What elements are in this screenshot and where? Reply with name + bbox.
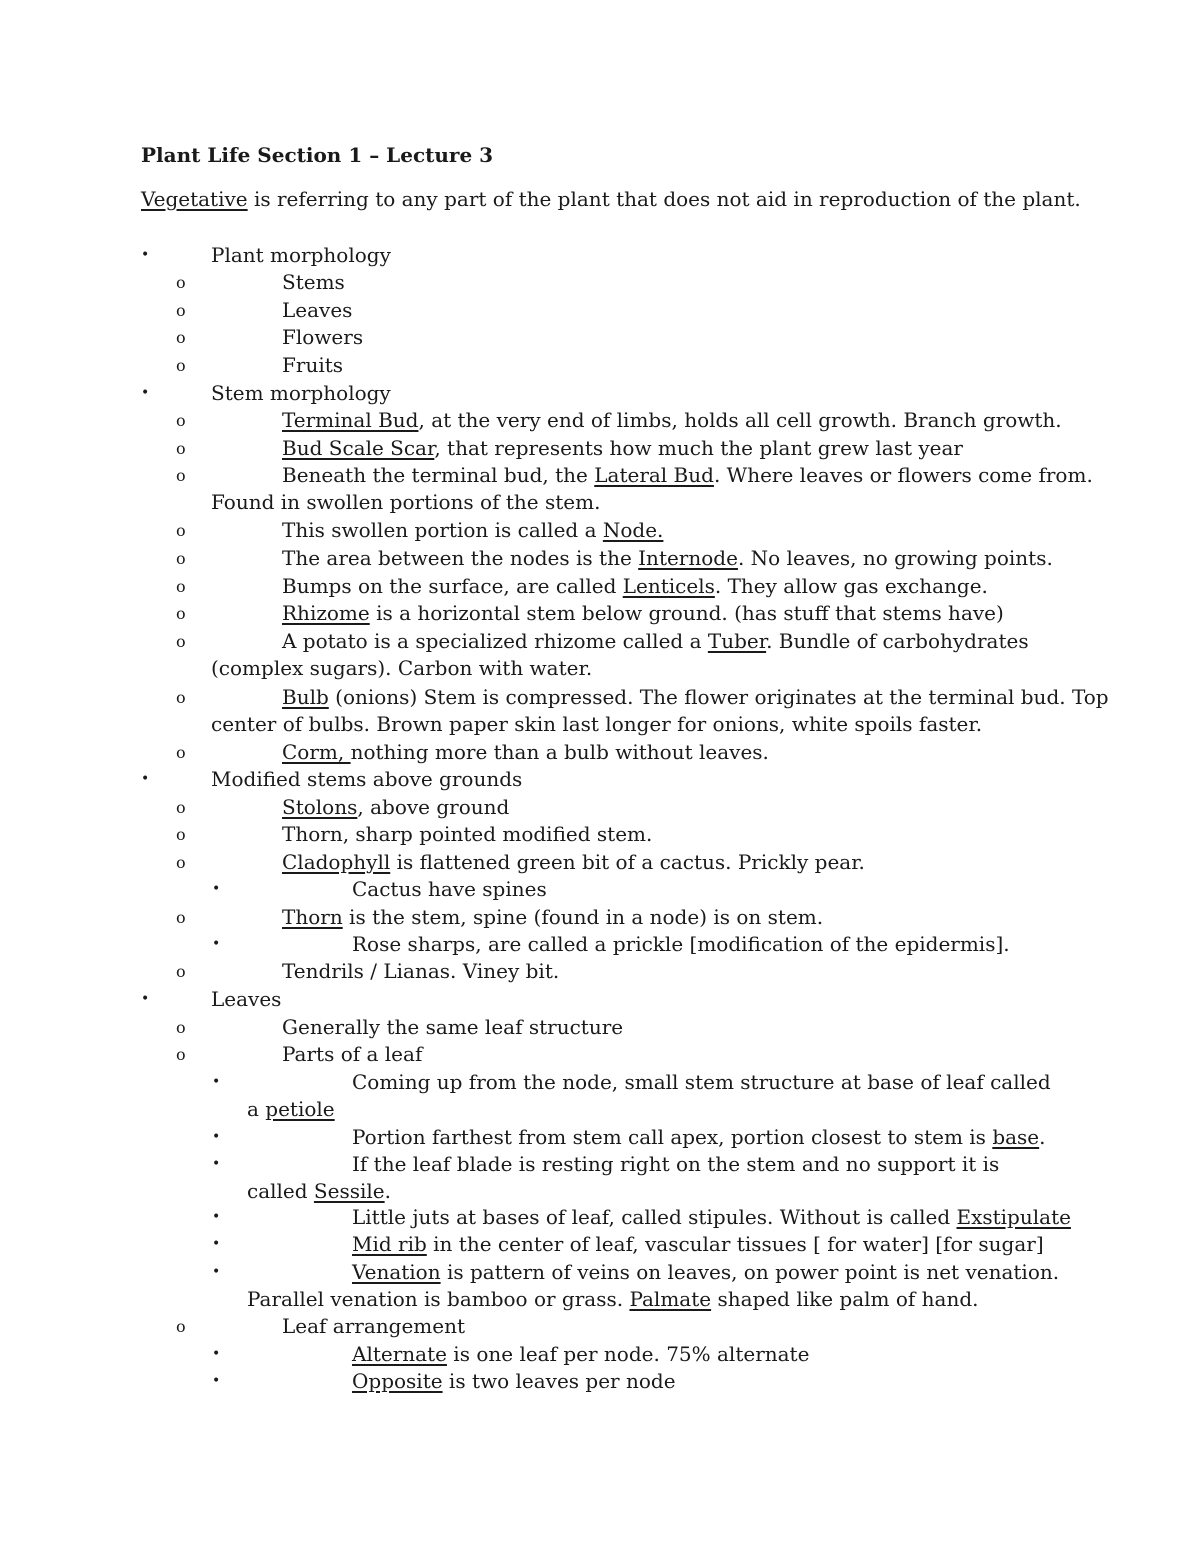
list-item-text	[352, 1341, 809, 1368]
list-marker: •	[212, 1264, 221, 1280]
item-term: Terminal Bud	[282, 408, 419, 432]
item-term: petiole	[265, 1097, 335, 1121]
item-term: Node.	[602, 518, 664, 542]
item-term: Tuber	[707, 629, 767, 653]
list-marker: •	[141, 991, 150, 1007]
list-marker: o	[176, 798, 186, 817]
item-text: Stems	[282, 270, 345, 294]
list-marker: •	[212, 1156, 221, 1172]
item-text: a	[247, 1097, 266, 1121]
list-marker: o	[176, 632, 186, 651]
item-text: Modified stems above grounds	[211, 767, 523, 791]
list-item-text	[282, 352, 343, 379]
item-text: is pattern of veins on leaves, on power point is net venation.	[440, 1260, 1060, 1284]
item-text: (onions) Stem is compressed. The flower originates at the terminal bud. Top	[328, 685, 1109, 709]
item-term: Sessile	[313, 1179, 385, 1203]
list-marker: •	[212, 1236, 221, 1252]
list-marker: •	[141, 771, 150, 787]
item-term: Exstipulate	[956, 1205, 1071, 1229]
list-item-text	[282, 297, 352, 324]
item-text: , above ground	[357, 795, 510, 819]
item-text: nothing more than a bulb without leaves.	[350, 740, 769, 764]
item-text: . No leaves, no growing points.	[737, 546, 1053, 570]
list-marker: •	[212, 1209, 221, 1225]
list-item-continuation	[247, 1286, 979, 1313]
list-item-text	[352, 1259, 1059, 1286]
item-text: , at the very end of limbs, holds all cell growth. Branch growth.	[418, 408, 1062, 432]
item-text: If the leaf blade is resting right on the stem and no support it is	[352, 1152, 1000, 1176]
item-term: Venation	[352, 1260, 441, 1284]
item-term: Bulb	[282, 685, 329, 709]
item-term: Lenticels	[622, 574, 715, 598]
list-item-text	[282, 324, 363, 351]
list-marker: •	[212, 1074, 221, 1090]
list-item-text	[211, 380, 391, 407]
item-term: Stolons	[282, 795, 358, 819]
list-marker: o	[176, 356, 186, 375]
list-item-continuation	[247, 1178, 391, 1205]
list-item-text	[282, 435, 963, 462]
page-title: Plant Life Section 1 – Lecture 3	[141, 143, 494, 167]
list-marker: •	[141, 385, 150, 401]
list-item-text	[211, 986, 281, 1013]
item-text: . Bundle of carbohydrates	[766, 629, 1029, 653]
list-marker: •	[212, 1346, 221, 1362]
list-marker: o	[176, 962, 186, 981]
item-text: is a horizontal stem below ground. (has stuff that stems have)	[369, 601, 1004, 625]
item-term: Opposite	[352, 1369, 443, 1393]
list-item-text	[282, 517, 663, 544]
intro-text: is referring to any part of the plant that does not aid in reproduction of the plant.	[247, 187, 1081, 211]
intro-term: Vegetative	[141, 187, 248, 211]
item-text: Bumps on the surface, are called	[282, 574, 623, 598]
item-term: Corm,	[282, 740, 351, 764]
list-item-text	[352, 1124, 1046, 1151]
list-item-text	[282, 794, 509, 821]
item-text: is two leaves per node	[442, 1369, 676, 1393]
item-text: Leaf arrangement	[282, 1314, 466, 1338]
list-marker: •	[212, 936, 221, 952]
item-term: Cladophyll	[282, 850, 391, 874]
list-item-text	[282, 739, 769, 766]
item-text: .	[1039, 1125, 1046, 1149]
item-text: Parts of a leaf	[282, 1042, 423, 1066]
item-term: Mid rib	[352, 1232, 427, 1256]
item-text: is the stem, spine (found in a node) is on stem.	[342, 905, 824, 929]
item-text: Generally the same leaf structure	[282, 1015, 624, 1039]
list-item-text	[282, 545, 1053, 572]
list-marker: o	[176, 604, 186, 623]
list-marker: o	[176, 688, 186, 707]
item-text: is flattened green bit of a cactus. Prickly pear.	[390, 850, 865, 874]
list-marker: o	[176, 301, 186, 320]
item-term: Lateral Bud	[594, 463, 714, 487]
item-term: Bud Scale Scar	[282, 436, 435, 460]
list-marker: o	[176, 466, 186, 485]
list-item-continuation	[211, 655, 592, 682]
item-term: Internode	[638, 546, 738, 570]
item-text: Portion farthest from stem call apex, portion closest to stem is	[352, 1125, 993, 1149]
list-marker: •	[212, 1373, 221, 1389]
item-text: , that represents how much the plant grew last year	[434, 436, 963, 460]
item-term: base	[992, 1125, 1040, 1149]
item-text: Plant morphology	[211, 243, 391, 267]
list-item-text	[282, 821, 652, 848]
list-item-text	[282, 462, 1093, 489]
list-item-text	[282, 573, 988, 600]
list-item-text	[211, 242, 391, 269]
item-text: Beneath the terminal bud, the	[282, 463, 595, 487]
item-text: Stem morphology	[211, 381, 391, 405]
list-marker: •	[212, 1129, 221, 1145]
item-text: center of bulbs. Brown paper skin last longer for onions, white spoils faster.	[211, 712, 983, 736]
item-text: Rose sharps, are called a prickle [modification of the epidermis].	[352, 932, 1010, 956]
item-text: .	[384, 1179, 391, 1203]
item-text: in the center of leaf, vascular tissues [ for water] [for sugar]	[426, 1232, 1044, 1256]
list-marker: o	[176, 411, 186, 430]
item-text: The area between the nodes is the	[282, 546, 639, 570]
list-marker: •	[141, 247, 150, 263]
item-text: . Where leaves or flowers come from.	[713, 463, 1093, 487]
list-item-text	[282, 628, 1029, 655]
item-text: Leaves	[282, 298, 353, 322]
list-item-text	[282, 1014, 623, 1041]
item-text: Cactus have spines	[352, 877, 547, 901]
list-item-text	[282, 958, 559, 985]
item-text: Fruits	[282, 353, 344, 377]
list-item-text	[211, 766, 522, 793]
item-text: (complex sugars). Carbon with water.	[211, 656, 593, 680]
item-text: Parallel venation is bamboo or grass.	[247, 1287, 630, 1311]
item-text: . They allow gas exchange.	[714, 574, 988, 598]
list-item-text	[352, 1231, 1044, 1258]
list-marker: o	[176, 439, 186, 458]
item-text: Tendrils / Lianas. Viney bit.	[282, 959, 560, 983]
item-text: Found in swollen portions of the stem.	[211, 490, 601, 514]
item-text: Thorn, sharp pointed modified stem.	[282, 822, 653, 846]
list-marker: o	[176, 825, 186, 844]
item-term: Palmate	[629, 1287, 712, 1311]
item-text: called	[247, 1179, 314, 1203]
item-term: Alternate	[352, 1342, 447, 1366]
item-text: shaped like palm of hand.	[711, 1287, 979, 1311]
list-item-text	[282, 904, 823, 931]
list-marker: o	[176, 1317, 186, 1336]
list-marker: o	[176, 521, 186, 540]
list-item-text	[352, 876, 547, 903]
list-marker: o	[176, 273, 186, 292]
list-marker: o	[176, 908, 186, 927]
list-item-text	[352, 1204, 1071, 1231]
list-item-text	[282, 269, 345, 296]
list-item-text	[352, 931, 1010, 958]
intro-paragraph	[141, 187, 1081, 211]
list-item-text	[282, 600, 1004, 627]
item-text: Little juts at bases of leaf, called stipules. Without is called	[352, 1205, 957, 1229]
list-item-continuation	[211, 711, 982, 738]
item-term: Rhizome	[282, 601, 370, 625]
list-marker: o	[176, 549, 186, 568]
list-marker: o	[176, 853, 186, 872]
list-item-text	[282, 407, 1062, 434]
item-text: Flowers	[282, 325, 364, 349]
list-item-continuation	[247, 1096, 335, 1123]
list-marker: •	[212, 881, 221, 897]
list-item-text	[352, 1368, 676, 1395]
list-item-text	[282, 684, 1109, 711]
list-marker: o	[176, 328, 186, 347]
item-text: Leaves	[211, 987, 282, 1011]
list-marker: o	[176, 1018, 186, 1037]
list-item-text	[282, 1041, 422, 1068]
item-text: A potato is a specialized rhizome called a	[282, 629, 708, 653]
list-item-text	[352, 1151, 999, 1178]
item-term: Thorn	[282, 905, 343, 929]
list-marker: o	[176, 577, 186, 596]
list-marker: o	[176, 1045, 186, 1064]
item-text: This swollen portion is called a	[282, 518, 603, 542]
item-text: Coming up from the node, small stem structure at base of leaf called	[352, 1070, 1051, 1094]
item-text: is one leaf per node. 75% alternate	[446, 1342, 810, 1366]
list-item-text	[352, 1069, 1051, 1096]
list-item-continuation	[211, 489, 600, 516]
list-marker: o	[176, 743, 186, 762]
list-item-text	[282, 849, 865, 876]
list-item-text	[282, 1313, 465, 1340]
